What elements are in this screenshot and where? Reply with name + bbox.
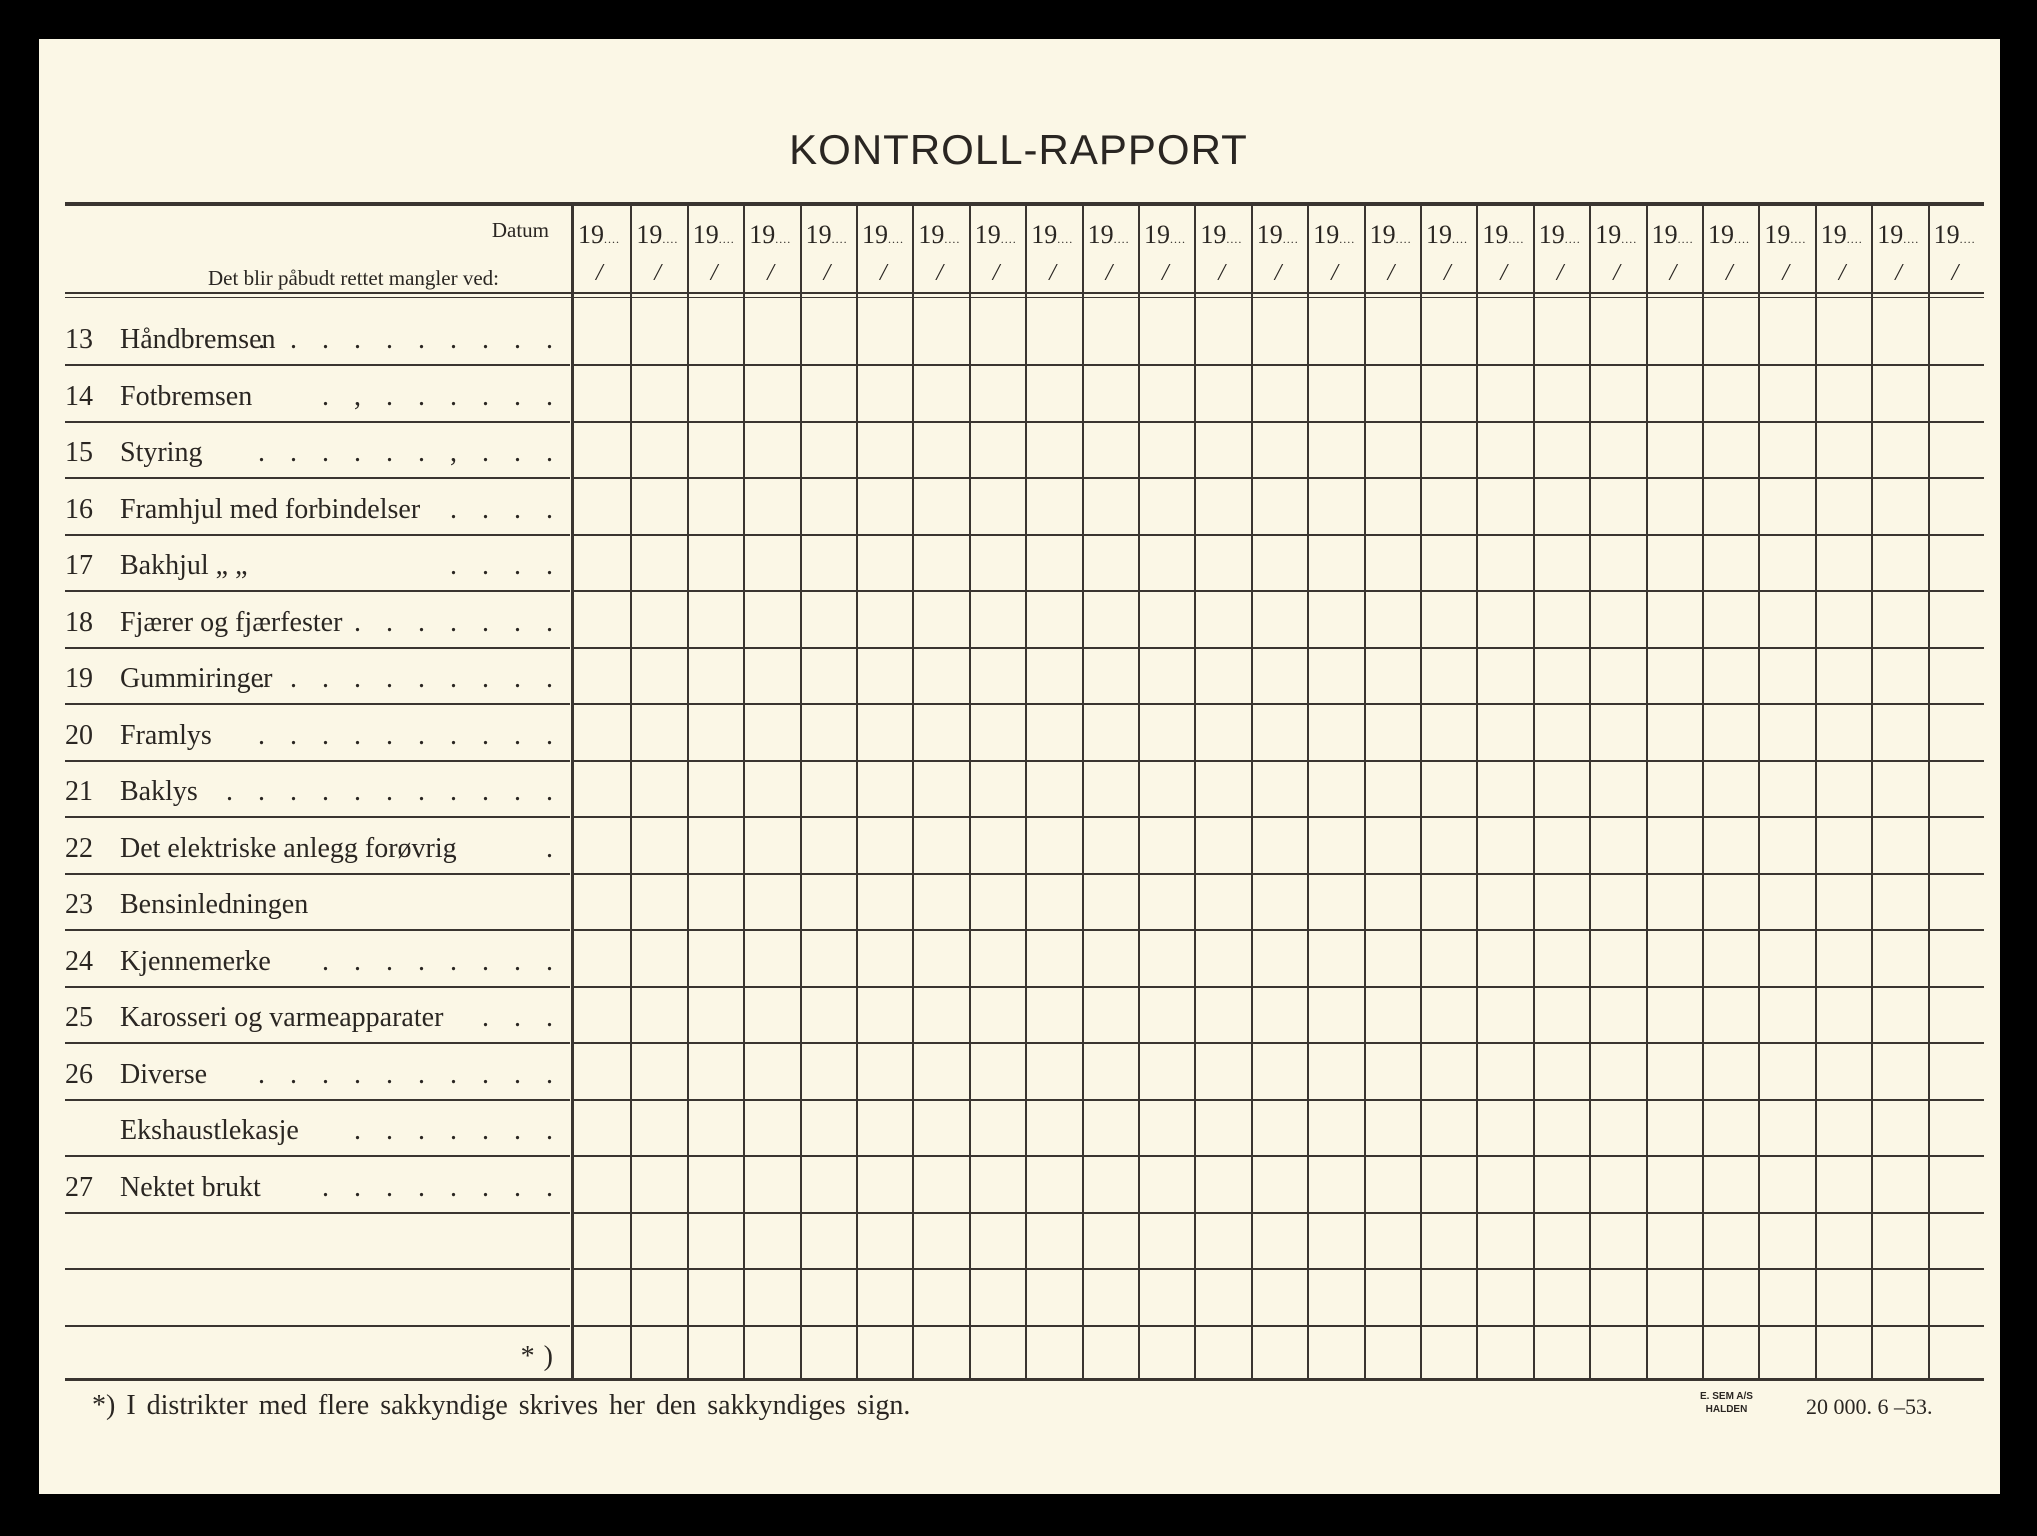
datum-label: Datum: [491, 218, 549, 242]
grid-line: [574, 364, 1984, 366]
printer-imprint: [1700, 1390, 1753, 1416]
year-field[interactable]: 19....: [578, 220, 620, 249]
row-number: 18: [65, 606, 93, 638]
leader-dots: . . . . . . . . . . .: [226, 776, 562, 807]
grid-line: [574, 477, 1984, 479]
grid-line: [574, 760, 1984, 762]
row-number: 17: [65, 550, 93, 581]
date-column: [1194, 204, 1250, 1379]
row-number: 26: [65, 1058, 93, 1090]
year-field[interactable]: 19....: [1538, 220, 1581, 249]
date-column: [1589, 204, 1645, 1379]
date-field[interactable]: /: [1669, 260, 1677, 286]
year-field[interactable]: 19....: [862, 220, 904, 249]
row-label: Kjennemerke: [120, 945, 271, 977]
checklist-row: [65, 705, 570, 762]
row-number: 15: [65, 437, 93, 468]
row-label: Gummiringer: [120, 663, 273, 694]
year-field[interactable]: 19....: [1031, 220, 1074, 249]
row-number: 25: [65, 1002, 93, 1033]
checklist-row: [65, 1044, 570, 1101]
row-label: Karosseri og varmeapparater: [120, 1002, 444, 1033]
date-field[interactable]: /: [1951, 260, 1959, 286]
year-field[interactable]: 19....: [1369, 220, 1412, 249]
row-label: Ekshaustlekasje: [120, 1115, 299, 1146]
row-label: Håndbremsen: [120, 324, 276, 355]
year-field[interactable]: 19....: [1933, 220, 1976, 249]
leader-dots: . . .: [482, 1002, 562, 1033]
year-field[interactable]: 19....: [1708, 220, 1750, 249]
leader-dots: . . . . . . . . . .: [258, 719, 562, 751]
row-label: Framhjul med forbindelser: [120, 493, 421, 525]
row-label: Styring: [120, 437, 203, 468]
year-field[interactable]: 19....: [749, 220, 792, 249]
date-column: [800, 204, 856, 1379]
row-label: Nektet brukt: [120, 1171, 261, 1203]
grid-line: [574, 647, 1984, 649]
grid-line: [574, 703, 1984, 705]
leader-dots: . . . . . . . . . .: [258, 1058, 562, 1090]
date-column: [1251, 204, 1307, 1379]
date-field[interactable]: /: [767, 260, 774, 286]
printer-city: HALDEN: [1705, 1404, 1748, 1415]
leader-dots: . . . .: [450, 493, 562, 525]
date-column: [687, 204, 743, 1379]
row-label: Framlys: [120, 719, 212, 751]
leader-dots: . . . . . . . .: [322, 1171, 562, 1203]
checklist-row: [65, 1270, 570, 1327]
checklist-row: [65, 479, 570, 536]
date-column: [1702, 204, 1758, 1379]
checklist-row: [65, 1214, 570, 1271]
year-field[interactable]: 19....: [974, 220, 1017, 249]
grid-line: [574, 590, 1984, 592]
checklist-row: [65, 1327, 570, 1384]
date-field[interactable]: /: [823, 260, 831, 286]
date-field[interactable]: /: [1838, 260, 1846, 286]
grid-line: [574, 873, 1984, 875]
leader-dots: . . . . . . , . . .: [258, 437, 562, 468]
date-field[interactable]: /: [1331, 260, 1338, 286]
printer-name: E. SEM A/S: [1700, 1391, 1753, 1402]
checklist-row: [65, 1157, 570, 1214]
grid-line: [574, 1268, 1984, 1270]
leader-dots: . . . .: [450, 550, 562, 581]
grid-line: [574, 816, 1984, 818]
row-number: 24: [65, 945, 93, 977]
row-label: Baklys: [120, 776, 198, 807]
date-column: [969, 204, 1025, 1379]
checklist-row: [65, 423, 570, 480]
row-label: Fjærer og fjærfester: [120, 606, 343, 638]
grid-line: [574, 421, 1984, 423]
row-number: 22: [65, 832, 93, 864]
date-field[interactable]: /: [1162, 260, 1169, 286]
date-column: [1646, 204, 1702, 1379]
row-number: 14: [65, 380, 93, 412]
date-column: [1420, 204, 1476, 1379]
divider: [65, 1378, 1984, 1381]
date-field[interactable]: /: [1613, 260, 1620, 286]
date-field[interactable]: /: [1500, 260, 1508, 286]
row-number: 19: [65, 663, 93, 694]
page-title: KONTROLL-RAPPORT: [789, 126, 1248, 173]
date-column: [1815, 204, 1871, 1379]
date-field[interactable]: /: [1218, 260, 1226, 286]
date-column: [1082, 204, 1138, 1379]
date-column: [1758, 204, 1814, 1379]
row-label: Diverse: [120, 1058, 208, 1090]
grid-line: [574, 1155, 1984, 1157]
leader-dots: . . . . . . . . . .: [258, 324, 562, 355]
year-field[interactable]: 19....: [1651, 220, 1694, 249]
date-field[interactable]: /: [1782, 260, 1790, 286]
leader-dots: . . . . . . . .: [322, 945, 562, 977]
year-field[interactable]: 19....: [1877, 220, 1920, 249]
date-field[interactable]: /: [1895, 260, 1902, 286]
instruction-label: Det blir påbudt rettet mangler ved:: [208, 266, 499, 290]
footnote: *) I distrikter med flere sakkyndige skrives her den sakkyndiges sign.: [92, 1390, 911, 1421]
leader-dots: . , . . . . . .: [322, 380, 562, 412]
date-column: [856, 204, 912, 1379]
date-field[interactable]: /: [1556, 260, 1564, 286]
grid-line: [574, 986, 1984, 988]
year-field[interactable]: 19....: [1256, 220, 1299, 249]
date-column: [743, 204, 799, 1379]
year-field[interactable]: 19....: [918, 220, 961, 249]
date-field[interactable]: /: [880, 260, 887, 286]
year-field[interactable]: 19....: [1087, 220, 1130, 249]
checklist-row: [65, 818, 570, 875]
year-field[interactable]: 19....: [1313, 220, 1356, 249]
year-field[interactable]: 19....: [1200, 220, 1243, 249]
checklist-row: [65, 762, 570, 819]
row-label: Bensinledningen: [120, 889, 309, 920]
date-column: [630, 204, 686, 1379]
row-number: 21: [65, 776, 93, 807]
checklist-row: [65, 366, 570, 423]
year-field[interactable]: 19....: [1482, 220, 1525, 249]
date-column: [1025, 204, 1081, 1379]
row-number: 23: [65, 889, 93, 920]
checklist-row: [65, 592, 570, 649]
leader-dots: . . . . . . .: [354, 606, 562, 638]
year-field[interactable]: 19....: [1144, 220, 1186, 249]
year-field[interactable]: 19....: [636, 220, 679, 249]
grid-line: [574, 1212, 1984, 1214]
date-field[interactable]: /: [1444, 260, 1451, 286]
date-column: [1928, 204, 1984, 1379]
leader-dots: . . . . . . .: [354, 1115, 562, 1146]
checklist-row: [65, 298, 570, 366]
leader-dots: . . . . . . . . . .: [258, 663, 562, 694]
checklist-row: [65, 931, 570, 988]
date-field[interactable]: /: [1105, 260, 1113, 286]
date-field[interactable]: /: [1387, 260, 1395, 286]
date-field[interactable]: /: [1726, 260, 1733, 286]
date-field[interactable]: /: [1049, 260, 1056, 286]
grid-line: [574, 929, 1984, 931]
grid-line: [574, 534, 1984, 536]
edition-info: 20 000. 6 –53.: [1806, 1394, 1933, 1419]
year-field[interactable]: 19....: [692, 220, 735, 249]
grid-line: [574, 1325, 1984, 1327]
date-field[interactable]: /: [710, 260, 718, 286]
row-label: Bakhjul „ „: [120, 550, 248, 581]
date-field[interactable]: /: [992, 260, 1000, 286]
checklist-row: [65, 536, 570, 593]
date-column: [1476, 204, 1532, 1379]
year-field[interactable]: 19....: [805, 220, 848, 249]
row-number: 20: [65, 719, 93, 751]
grid-line: [574, 1042, 1984, 1044]
year-field[interactable]: 19....: [1595, 220, 1638, 249]
row-label: Det elektriske anlegg forøvrig: [120, 832, 457, 864]
date-column: [1307, 204, 1363, 1379]
date-field[interactable]: /: [936, 260, 944, 286]
grid-line: [574, 1099, 1984, 1101]
row-label: Fotbremsen: [120, 380, 253, 412]
date-field[interactable]: /: [654, 260, 662, 286]
date-column: [1533, 204, 1589, 1379]
year-field[interactable]: 19....: [1764, 220, 1807, 249]
checklist-row: [65, 988, 570, 1045]
year-field[interactable]: 19....: [1820, 220, 1863, 249]
year-field[interactable]: 19....: [1426, 220, 1468, 249]
date-field[interactable]: /: [1274, 260, 1282, 286]
checklist-row: [65, 875, 570, 932]
row-number: 27: [65, 1171, 93, 1203]
date-field[interactable]: /: [596, 260, 603, 286]
checklist-row: [65, 1101, 570, 1158]
checklist-row: [65, 649, 570, 706]
date-column: [574, 204, 630, 1379]
row-number: 16: [65, 493, 93, 525]
row-number: 13: [65, 324, 93, 355]
leader-dots: *): [520, 1341, 562, 1372]
date-column: [1871, 204, 1927, 1379]
date-column: [1364, 204, 1420, 1379]
leader-dots: .: [546, 832, 562, 864]
date-column: [1138, 204, 1194, 1379]
date-column: [912, 204, 968, 1379]
